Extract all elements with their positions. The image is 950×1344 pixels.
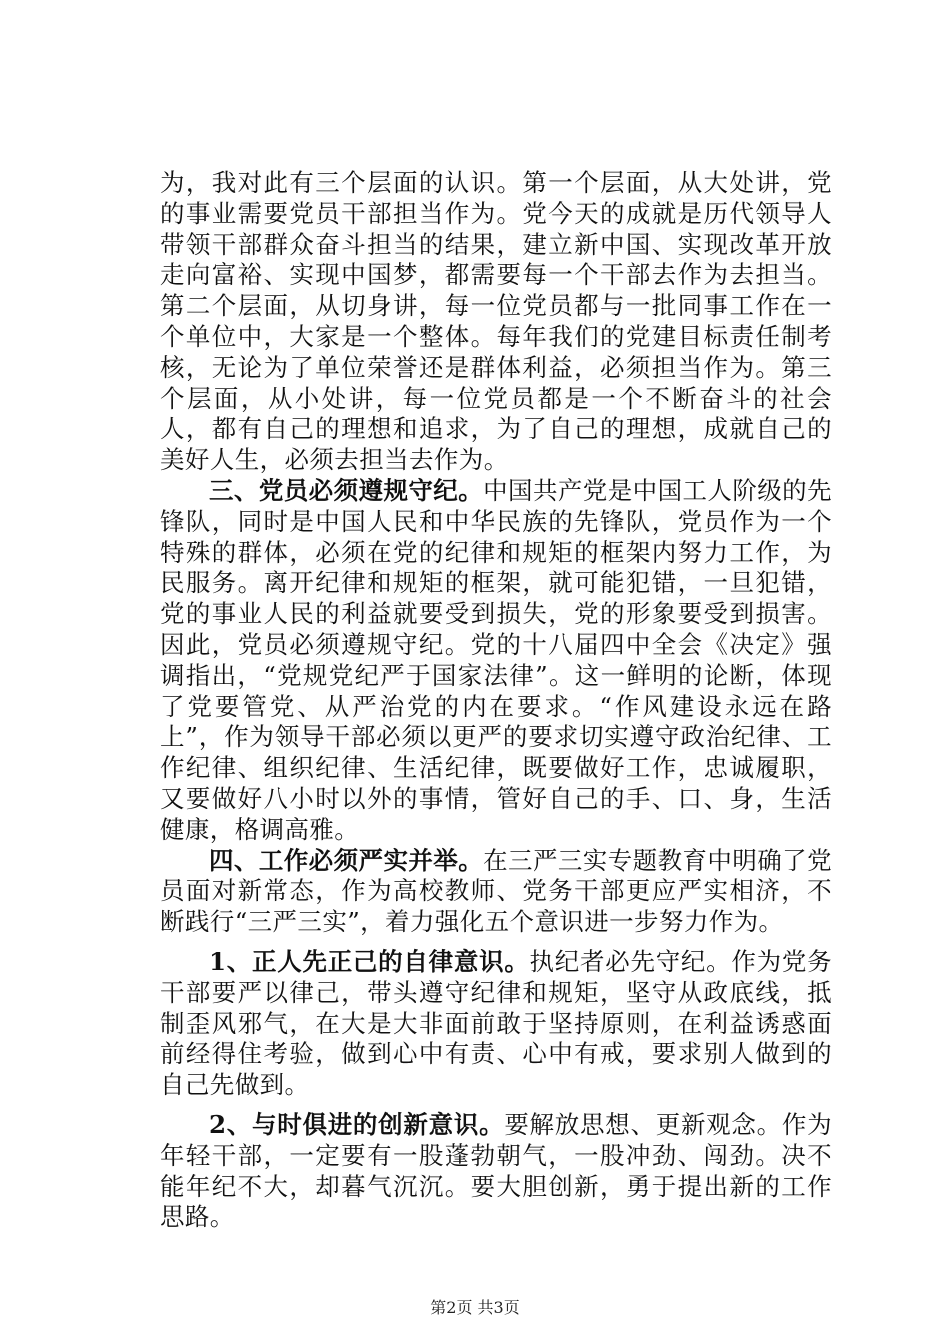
paragraph-body: 在三严三实专题教育中明确了党员面对新常态，作为高校教师、党务干部更应严实相济，不断践行“三严三实”，着力强化五个意识进一步努力作为。 (160, 845, 832, 937)
document-body (160, 168, 832, 1233)
paragraph-continuation (160, 168, 832, 476)
paragraph-item-one (160, 947, 832, 1101)
paragraph-section-three (160, 476, 832, 846)
item-heading: 2、与时俱进的创新意识。 (209, 1109, 505, 1139)
item-heading: 1、正人先正己的自律意识。 (209, 946, 530, 976)
paragraph-body: 执纪者必先守纪。作为党务干部要严以律己，带头遵守纪律和规矩，坚守从政底线，抵制歪风邪气，在大是大非面前敢于坚持原则，在利益诱惑面前经得住考验，做到心中有责、心中有戒，要求别人做到的自己先做到。 (160, 946, 832, 1100)
page-number-footer: 第2页 共3页 (430, 1298, 520, 1317)
section-heading: 四、工作必须严实并举。 (209, 845, 484, 875)
paragraph-item-two (160, 1110, 832, 1233)
paragraph-body: 为，我对此有三个层面的认识。第一个层面，从大处讲，党的事业需要党员干部担当作为。党今天的成就是历代领导人带领干部群众奋斗担当的结果，建立新中国、实现改革开放走向富裕、实现中国梦，都需要每一个干部去作为去担当。第二个层面，从切身讲，每一位党员都与一批同事工作在一个单位中，大家是一个整体。每年我们的党建目标责任制考核，无论为了单位荣誉还是群体利益，必须担当作为。第三个层面，从小处讲，每一位党员都是一个不断奋斗的社会人，都有自己的理想和追求，为了自己的理想，成就自己的美好人生，必须去担当去作为。 (160, 168, 832, 475)
paragraph-section-four (160, 846, 832, 938)
section-heading: 三、党员必须遵规守纪。 (209, 475, 484, 505)
paragraph-body: 中国共产党是中国工人阶级的先锋队，同时是中国人民和中华民族的先锋队，党员作为一个特殊的群体，必须在党的纪律和规矩的框架内努力工作，为民服务。离开纪律和规矩的框架，就可能犯错，一旦犯错，党的事业人民的利益就要受到损失，党的形象要受到损害。因此，党员必须遵规守纪。党的十八届四中全会《决定》强调指出，“党规党纪严于国家法律”。这一鲜明的论断，体现了党要管党、从严治党的内在要求。“作风建设永远在路上”，作为领导干部必须以更严的要求切实遵守政治纪律、工作纪律、组织纪律、生活纪律，既要做好工作，忠诚履职，又要做好八小时以外的事情，管好自己的手、口、身，生活健康，格调高雅。 (160, 475, 832, 844)
paragraph-body: 要解放思想、更新观念。作为年轻干部，一定要有一股蓬勃朝气，一股冲劲、闯劲。决不能年纪不大，却暮气沉沉。要大胆创新，勇于提出新的工作思路。 (160, 1109, 832, 1232)
